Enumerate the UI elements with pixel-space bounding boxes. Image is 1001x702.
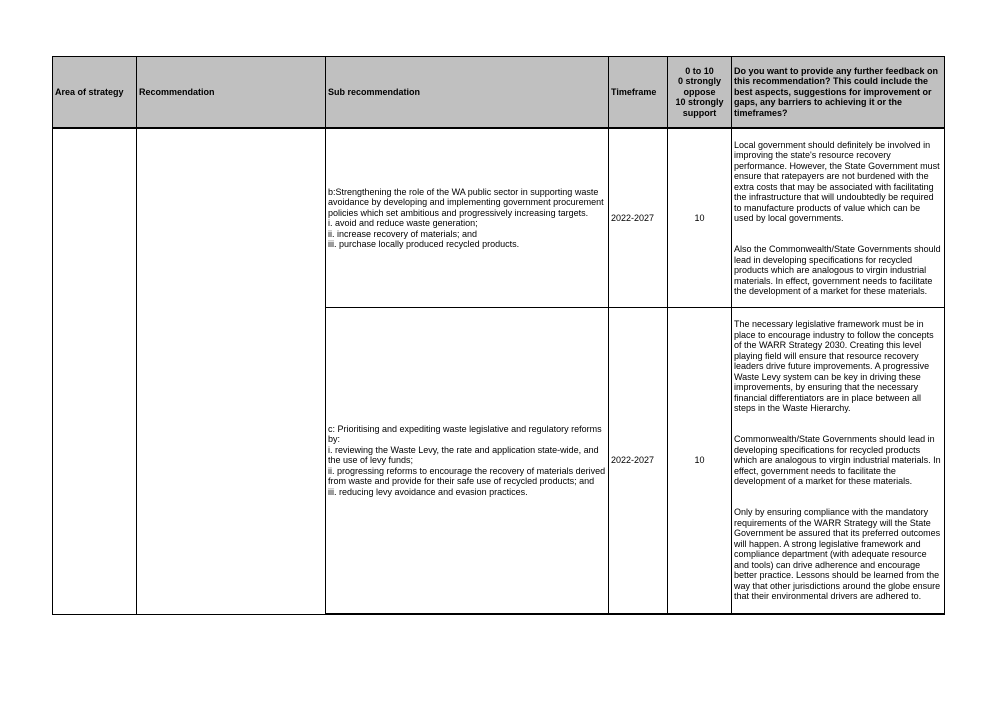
feedback-paragraph: The necessary legislative framework must be in place to encourage industry to follow the concepts of the WARR Strategy 2030. Creating this level playing field will ensure that resource recovery leaders drive future improvements. A progressive Waste Levy system can be key in driving these improvements, by ensuring that the necessary financial differentiators are in place between all steps in the Waste Hierarchy. xyxy=(734,319,934,414)
header-area-of-strategy: Area of strategy xyxy=(53,57,137,129)
table-row xyxy=(53,128,945,308)
feedback-paragraph: Only by ensuring compliance with the mandatory requirements of the WARR Strategy will the State Government be assured that its preferred outcomes will happen. A strong legislative framework and compliance department (with adequate resource and tools) can drive adherence and encourage better practice. Lessons should be learned from the way that other jurisdictions around the globe ensure that their environmental drivers are adhered to. xyxy=(734,507,941,602)
area-of-strategy-cell xyxy=(53,128,137,614)
header-recommendation: Recommendation xyxy=(137,57,326,129)
header-score xyxy=(668,57,732,129)
feedback-paragraph: Commonwealth/State Governments should lead in developing specifications for recycled products which are analogous to virgin industrial materials. In effect, government needs to facilitate the development of a market for these materials. xyxy=(734,434,941,487)
feedback-paragraph: Local government should definitely be involved in improving the state's resource recovery performance. However, the State Government must ensure that ratepayers are not burdened with the extra costs that may be associated with facilitating the infrastructure that will undoubtedly be required to manufacture products of value which can be used by local governments. xyxy=(734,139,940,223)
header-score-text: 0 to 10 0 strongly oppose 10 strongly support xyxy=(675,65,724,118)
feedback-paragraph: Also the Commonwealth/State Governments should lead in developing specifications for recycled products which are analogous to virgin industrial materials. In effect, government needs to facilitate the development of a market for these materials. xyxy=(734,244,941,296)
header-sub-recommendation: Sub recommendation xyxy=(326,57,609,129)
score-cell: 10 xyxy=(668,128,732,308)
feedback-table xyxy=(52,56,945,615)
timeframe-cell: 2022-2027 xyxy=(609,128,668,308)
score-cell: 10 xyxy=(668,308,732,615)
feedback-cell xyxy=(732,128,945,308)
sub-recommendation-cell: b:Strengthening the role of the WA public sector in supporting waste avoidance by developing and implementing government procurement policies which set ambitious and progressively increasing targets. i. avoid and reduce waste generation; ii. increase recovery of materials; and iii. purchase locally produced recycled products. xyxy=(326,128,609,308)
timeframe-cell: 2022-2027 xyxy=(609,308,668,615)
header-timeframe: Timeframe xyxy=(609,57,668,129)
sub-recommendation-cell: c: Prioritising and expediting waste legislative and regulatory reforms by: i. reviewing the Waste Levy, the rate and application state-wide, and the use of levy funds; ii. progressing reforms to encourage the recovery of materials derived from waste and provide for their safe use of recycled products; and iii. reducing levy avoidance and evasion practices. xyxy=(326,308,609,615)
header-row xyxy=(53,57,945,129)
feedback-cell xyxy=(732,308,945,615)
recommendation-cell xyxy=(137,128,326,614)
header-feedback: Do you want to provide any further feedback on this recommendation? This could include the best aspects, suggestions for improvement or gaps, any barriers to achieving it or the timeframes? xyxy=(732,57,945,129)
